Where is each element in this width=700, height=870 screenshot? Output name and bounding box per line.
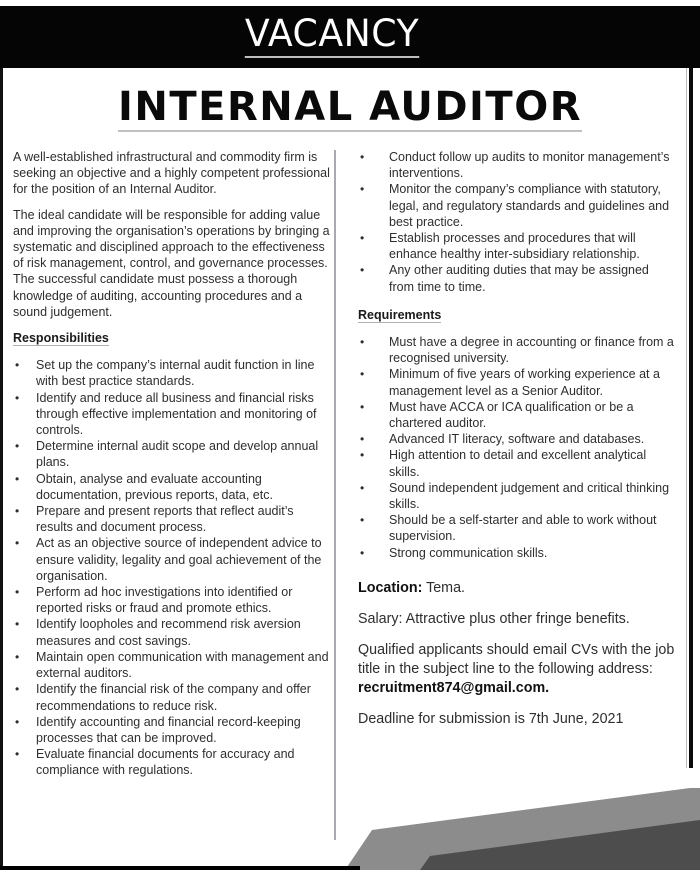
list-item-text: Monitor the company’s compliance with statutory, legal, and regulatory standards and guidelines and best practice. xyxy=(389,182,670,229)
list-item-text: Identify loopholes and recommend risk aversion measures and cost savings. xyxy=(36,617,301,648)
bullet-icon: • xyxy=(15,504,20,519)
list-item-text: Identify and reduce all business and financial risks through effective implementation and monitoring of controls. xyxy=(36,390,317,438)
list-item-text: Strong communication skills. xyxy=(389,545,548,560)
list-item-text: Must have a degree in accounting or finance from a recognised university. xyxy=(389,335,674,366)
bullet-icon: • xyxy=(15,439,20,454)
deadline-line: Deadline for submission is 7th June, 2021 xyxy=(358,710,624,727)
list-item-text: Prepare and present reports that reflect audit’s results and document process. xyxy=(36,504,294,535)
bullet-icon: • xyxy=(15,682,20,697)
list-item-text: Evaluate financial documents for accuracy and compliance with regulations. xyxy=(36,747,295,778)
requirements-heading-text: Requirements xyxy=(358,307,442,322)
responsibilities-heading-text: Responsibilities xyxy=(13,331,109,346)
location-value: Tema. xyxy=(426,579,465,596)
list-item-text: Obtain, analyse and evaluate accounting documentation, previous reports, data, etc. xyxy=(36,471,273,502)
list-item-text: Must have ACCA or ICA qualification or be a chartered auditor. xyxy=(389,399,634,431)
list-item-text: Perform ad hoc investigations into identified or reported risks or fraud and promote ethics. xyxy=(36,585,293,616)
apply-text: Qualified applicants should email CVs with the job title in the subject line to the following address: xyxy=(358,641,675,677)
bullet-icon: • xyxy=(360,335,365,350)
bullet-icon: • xyxy=(360,182,365,197)
job-title-text: INTERNAL AUDITOR xyxy=(118,84,582,130)
list-item-text: Set up the company’s internal audit function in line with best practice standards. xyxy=(36,358,315,389)
intro-paragraph: The ideal candidate will be responsible for adding value and improving the organisation’s operations by bringing a systematic and disciplined approach to the effectiveness of risk management, control, and governance processes. The successful candidate must possess a thorough knowledge of auditing, accounting procedures and a sound judgement. xyxy=(13,207,330,319)
bullet-icon: • xyxy=(360,231,365,246)
bullet-icon: • xyxy=(360,448,365,463)
email-link[interactable]: recruitment874@gmail.com. xyxy=(358,679,550,696)
list-item-text: Establish processes and procedures that will enhance healthy inter-subsidiary relationship. xyxy=(389,231,640,262)
list-item-text: Identify accounting and financial record-keeping processes that can be improved. xyxy=(36,714,301,745)
bullet-icon: • xyxy=(15,714,20,729)
bullet-icon: • xyxy=(15,649,20,664)
bullet-icon: • xyxy=(15,358,20,373)
bullet-icon: • xyxy=(360,367,365,382)
header-title-text: VACANCY xyxy=(245,12,419,58)
bullet-icon: • xyxy=(360,480,365,495)
list-item-text: Should be a self-starter and able to work without supervision. xyxy=(389,513,657,544)
list-item-text: Minimum of five years of working experience at a management level as a Senior Auditor. xyxy=(389,367,660,398)
bullet-icon: • xyxy=(15,390,20,405)
list-item-text: Determine internal audit scope and develop annual plans. xyxy=(36,439,319,470)
bottom-border xyxy=(0,866,360,870)
bullet-icon: • xyxy=(15,536,20,551)
bullet-icon: • xyxy=(360,150,365,164)
list-item-text: Any other auditing duties that may be assigned from time to time. xyxy=(389,263,649,294)
bullet-icon: • xyxy=(360,513,365,528)
salary-line: Salary: Attractive plus other fringe benefits. xyxy=(358,610,630,627)
list-item-text: Advanced IT literacy, software and databases. xyxy=(389,432,645,447)
bullet-icon: • xyxy=(15,747,20,762)
bullet-icon: • xyxy=(360,263,365,278)
bullet-icon: • xyxy=(15,617,20,632)
list-item-text: Conduct follow up audits to monitor management’s interventions. xyxy=(389,150,670,181)
bullet-icon: • xyxy=(360,432,365,447)
location-label: Location: xyxy=(358,579,423,596)
bullet-icon: • xyxy=(15,585,20,600)
list-item-text: Sound independent judgement and critical thinking skills. xyxy=(389,480,670,512)
bullet-icon: • xyxy=(360,545,365,560)
bullet-icon: • xyxy=(360,399,365,414)
list-item-text: Identify the financial risk of the company and offer recommendations to reduce risk. xyxy=(36,682,311,713)
list-item-text: Act as an objective source of independent advice to ensure validity, legality and goal achievement of the organisation. xyxy=(36,536,322,583)
intro-paragraph: A well-established infrastructural and commodity firm is seeking an objective and a highly competent professional for the position of an Internal Auditor. xyxy=(13,150,330,197)
list-item-text: High attention to detail and excellent analytical skills. xyxy=(389,448,647,479)
list-item-text: Maintain open communication with management and external auditors. xyxy=(36,649,329,681)
bullet-icon: • xyxy=(15,471,20,486)
